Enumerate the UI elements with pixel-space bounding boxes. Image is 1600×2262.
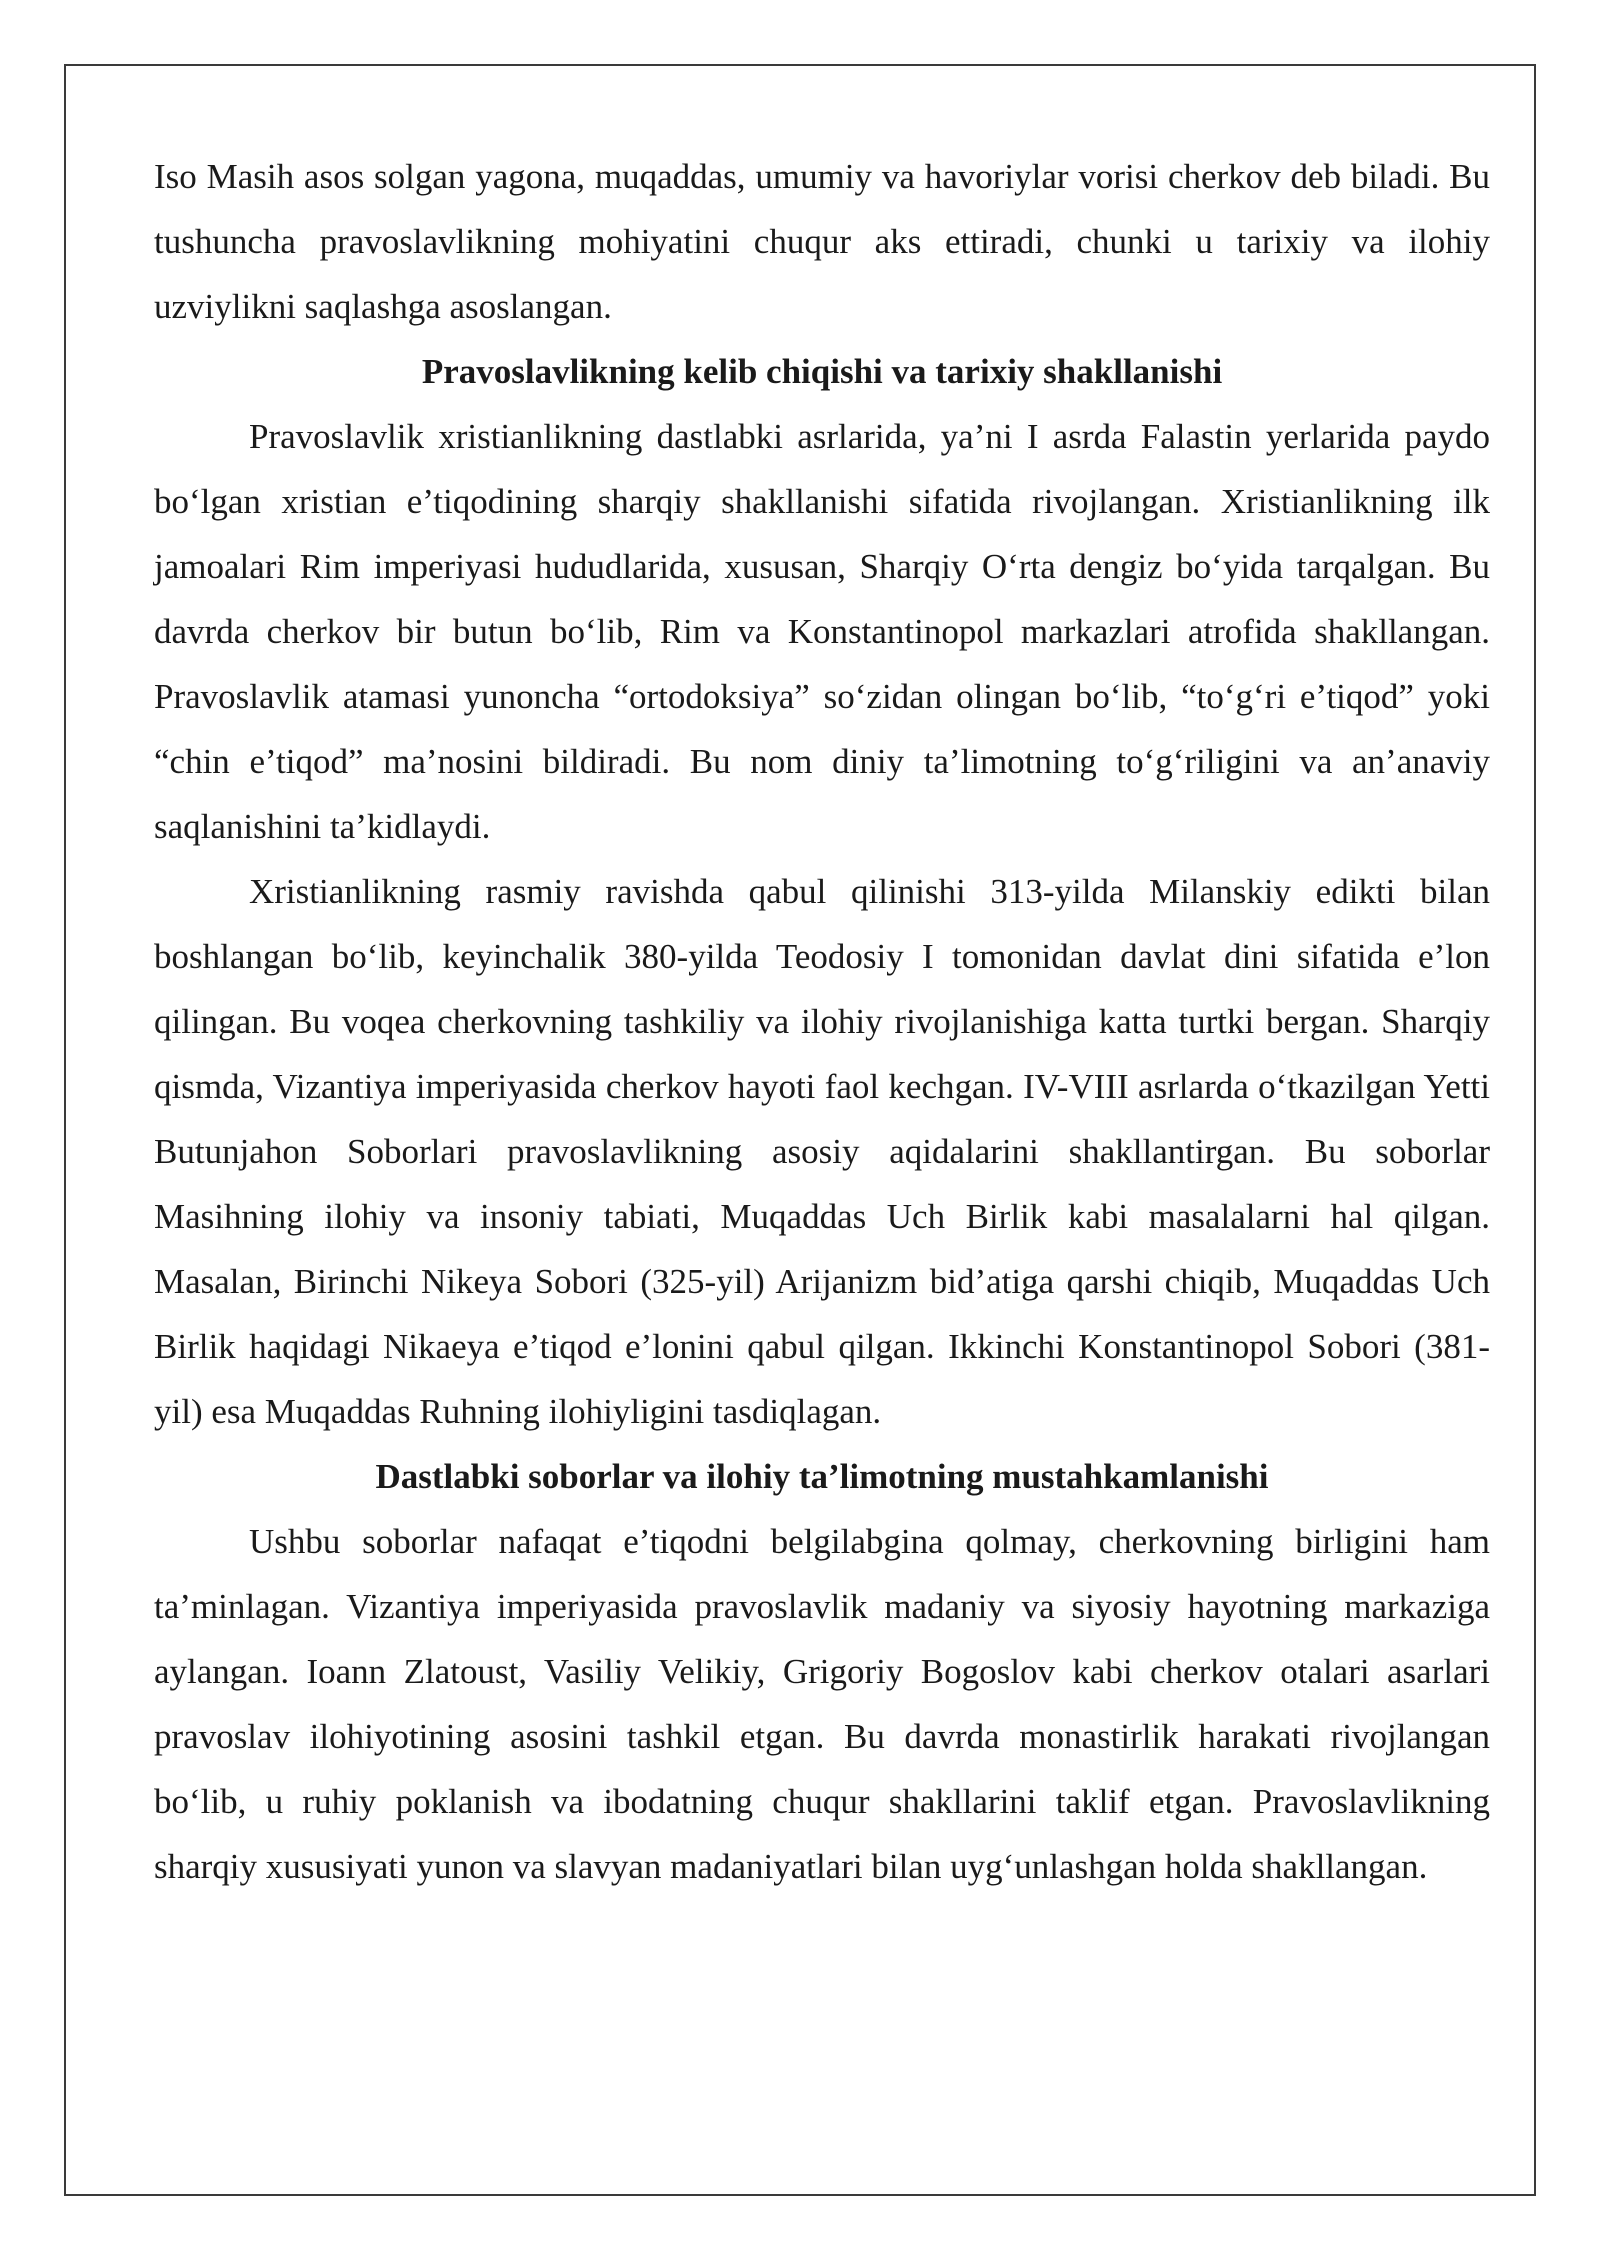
paragraph-origins: Pravoslavlik xristianlikning dastlabki asrlarida, ya’ni I asrda Falastin yerlarida paydo bo‘lgan xristian e’tiqodining sharqiy shakllanishi sifatida rivojlangan. Xristianlikning ilk jamoalari Rim imperiyasi hududlarida, xususan, Sharqiy O‘rta dengiz bo‘yida tarqalgan. Bu davrda cherkov bir butun bo‘lib, Rim va Konstantinopol markazlari atrofida shakllangan. Pravoslavlik atamasi yunoncha “ortodoksiya” so‘zidan olingan bo‘lib, “to‘g‘ri e’tiqod” yoki “chin e’tiqod” ma’nosini bildiradi. Bu nom diniy ta’limotning to‘g‘riligini va an’anaviy saqlanishini ta’kidlaydi. [154,417,1490,846]
paragraph-intro-continuation: Iso Masih asos solgan yagona, muqaddas, umumiy va havoriylar vorisi cherkov deb biladi. Bu tushuncha pravoslavlikning mohiyatini chuqur aks ettiradi, chunki u tarixiy va ilohiy uzviylikni saqlashga asoslangan. [154,157,1490,326]
paragraph-official-adoption: Xristianlikning rasmiy ravishda qabul qilinishi 313-yilda Milanskiy edikti bilan boshlangan bo‘lib, keyinchalik 380-yilda Teodosiy I tomonidan davlat dini sifatida e’lon qilingan. Bu voqea cherkovning tashkiliy va ilohiy rivojlanishiga katta turtki bergan. Sharqiy qismda, Vizantiya imperiyasida cherkov hayoti faol kechgan. IV-VIII asrlarda o‘tkazilgan Yetti Butunjahon Soborlari pravoslavlikning asosiy aqidalarini shakllantirgan. Bu soborlar Masihning ilohiy va insoniy tabiati, Muqaddas Uch Birlik kabi masalalarni hal qilgan. Masalan, Birinchi Nikeya Sobori (325-yil) Arijanizm bid’atiga qarshi chiqib, Muqaddas Uch Birlik haqidagi Nikaeya e’tiqod e’lonini qabul qilgan. Ikkinchi Konstantinopol Sobori (381-yil) esa Muqaddas Ruhning ilohiyligini tasdiqlagan. [154,872,1490,1431]
section-heading-origins: Pravoslavlikning kelib chiqishi va tarixiy shakllanishi [421,352,1223,391]
section-heading-councils: Dastlabki soborlar va ilohiy ta’limotning mustahkamlanishi [375,1457,1269,1496]
document-body [154,144,1490,1899]
paragraph-councils: Ushbu soborlar nafaqat e’tiqodni belgilabgina qolmay, cherkovning birligini ham ta’minlagan. Vizantiya imperiyasida pravoslavlik madaniy va siyosiy hayotning markaziga aylangan. Ioann Zlatoust, Vasiliy Velikiy, Grigoriy Bogoslov kabi cherkov otalari asarlari pravoslav ilohiyotining asosini tashkil etgan. Bu davrda monastirlik harakati rivojlangan bo‘lib, u ruhiy poklanish va ibodatning chuqur shakllarini taklif etgan. Pravoslavlikning sharqiy xususiyati yunon va slavyan madaniyatlari bilan uyg‘unlashgan holda shakllangan. [154,1522,1490,1886]
